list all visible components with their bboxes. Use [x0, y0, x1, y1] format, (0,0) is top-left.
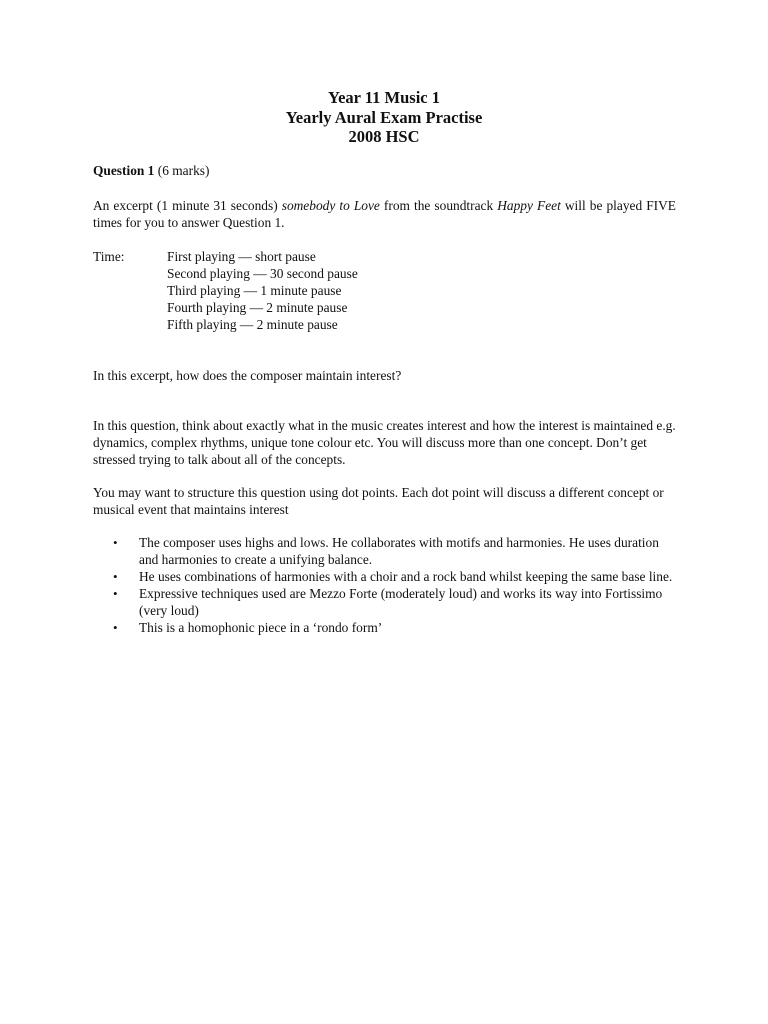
bullet-icon: •: [113, 535, 118, 550]
schedule-row: [93, 265, 676, 282]
bullet-icon: •: [113, 620, 118, 635]
schedule-row: [93, 248, 676, 265]
schedule-row: [93, 282, 676, 299]
intro-paragraph: [93, 197, 676, 231]
schedule-label: Time:: [93, 249, 125, 264]
intro-text-2: from the soundtrack: [379, 198, 498, 213]
title-line-exam: Yearly Aural Exam Practise: [285, 107, 483, 127]
answer-text: He uses combinations of harmonies with a choir and a rock band whilst keeping the same base line.: [139, 569, 673, 584]
list-item: [93, 585, 676, 619]
schedule-item: Third playing — 1 minute pause: [167, 283, 342, 298]
schedule-row: [93, 299, 676, 316]
song-title: somebody to Love: [281, 198, 380, 213]
intro-text-1: An excerpt (1 minute 31 seconds): [93, 198, 282, 213]
question-marks: (6 marks): [157, 163, 210, 178]
list-item: [93, 568, 676, 585]
answer-text: The composer uses highs and lows. He collaborates with motifs and harmonies. He uses duration and harmonies to create a unifying balance.: [139, 535, 659, 567]
schedule-item: Fourth playing — 2 minute pause: [167, 300, 348, 315]
schedule-item: Second playing — 30 second pause: [167, 266, 358, 281]
question-prompt: In this excerpt, how does the composer maintain interest?: [93, 368, 402, 383]
schedule-item: First playing — short pause: [167, 249, 316, 264]
list-item: [93, 534, 676, 568]
question-label: Question 1: [93, 163, 155, 178]
answer-text: Expressive techniques used are Mezzo Forte (moderately loud) and works its way into Fortissimo (very loud): [139, 586, 663, 618]
question-heading: [93, 162, 676, 179]
document-body: [93, 162, 676, 636]
schedule-row: [93, 316, 676, 333]
intro-text-3: will be played FIVE times for you to answer Question 1.: [93, 198, 676, 230]
list-item: [93, 619, 676, 636]
playing-schedule: [93, 248, 676, 333]
title-line-course: Year 11 Music 1: [328, 88, 440, 107]
title-line-year: 2008 HSC: [348, 127, 420, 146]
film-title: Happy Feet: [497, 198, 561, 213]
structure-note: You may want to structure this question using dot points. Each dot point will discuss a different concept or musical event that maintains interest: [93, 485, 664, 517]
schedule-item: Fifth playing — 2 minute pause: [167, 317, 338, 332]
guidance-paragraph: In this question, think about exactly what in the music creates interest and how the interest is maintained e.g. dynamics, complex rhythms, unique tone colour etc. You will discuss more than one concept. Don’t get stressed trying to talk about all of the concepts.: [93, 418, 676, 467]
bullet-icon: •: [113, 586, 118, 601]
answer-text: This is a homophonic piece in a ‘rondo form’: [139, 620, 383, 635]
bullet-icon: •: [113, 569, 118, 584]
answer-list: [93, 534, 676, 636]
document-title-block: [0, 88, 768, 147]
